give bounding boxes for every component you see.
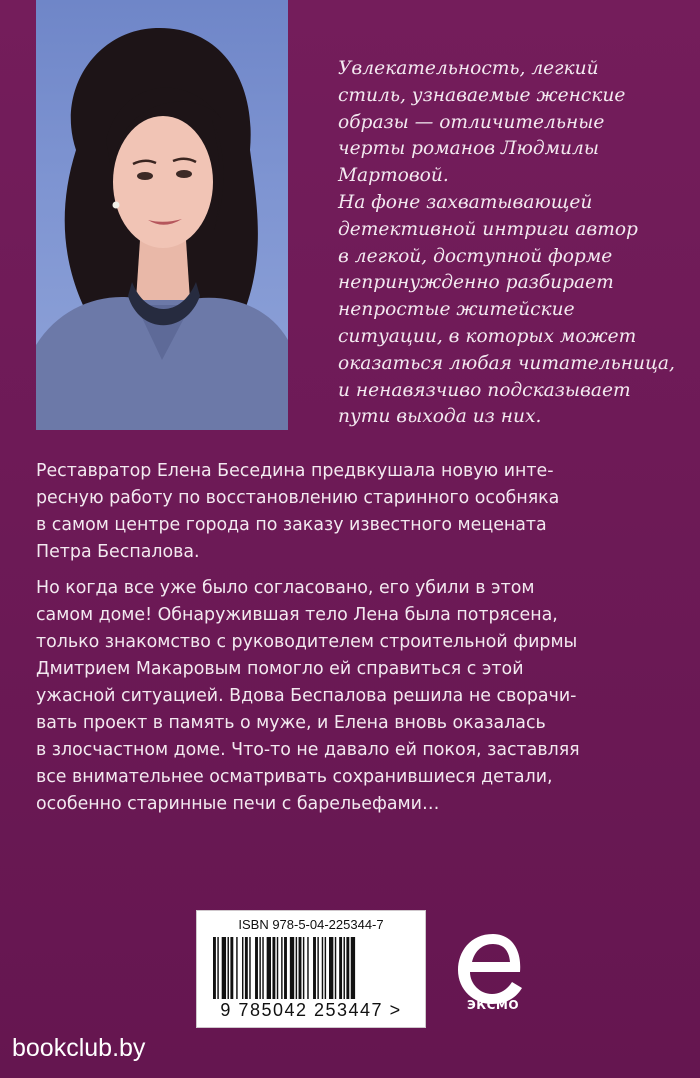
barcode-bar (335, 937, 336, 999)
barcode-bar (222, 937, 226, 999)
blurb-line: пути выхода из них. (338, 406, 542, 428)
site-watermark: bookclub.by (12, 1034, 146, 1062)
blurb-line: оказаться любая читательница, (338, 352, 675, 374)
barcode-box (196, 910, 426, 1028)
blurb-line: детективной интриги автор (338, 218, 638, 240)
barcode-bar (228, 937, 229, 999)
annotation-line: ужасной ситуацией. Вдова Беспалова решила не сворачи- (36, 686, 577, 706)
blurb-line: в легкой, доступной форме (338, 245, 613, 267)
annotation-line: Петра Беспалова. (36, 542, 200, 562)
barcode-bar (313, 937, 316, 999)
annotation-line: в самом центре города по заказу известного мецената (36, 515, 547, 535)
book-annotation (36, 458, 676, 827)
annotation-line: ресную работу по восстановлению старинного особняка (36, 488, 560, 508)
barcode-bar (322, 937, 323, 999)
barcode-bar (344, 937, 345, 999)
barcode-bar (339, 937, 342, 999)
barcode-bar (303, 937, 304, 999)
barcode-bar (290, 937, 294, 999)
barcode-bars (211, 937, 411, 999)
author-photo (36, 0, 288, 430)
barcode-bar (236, 937, 237, 999)
barcode-bar (281, 937, 282, 999)
blurb-line: непринужденно разбирает (338, 272, 614, 294)
barcode-bar (325, 937, 326, 999)
isbn-label: ISBN 978-5-04-225344-7 (238, 917, 384, 932)
blurb-line: Увлекательность, легкий (338, 58, 599, 79)
blurb-text (338, 56, 683, 431)
barcode-bar (277, 937, 278, 999)
barcode-bar (242, 937, 243, 999)
barcode-bar (267, 937, 271, 999)
annotation-paragraph-2 (36, 575, 676, 818)
blurb-line: ситуации, в которых может (338, 325, 637, 347)
barcode-bar (296, 937, 297, 999)
barcode-digits: 9 785042 253447 > (220, 1000, 402, 1020)
barcode-bar (259, 937, 260, 999)
barcode-bar (317, 937, 318, 999)
annotation-line: Но когда все уже было согласовано, его убили в этом (36, 578, 535, 598)
barcode-bar (217, 937, 218, 999)
blurb-line: черты романов Людмилы (338, 138, 599, 160)
barcode-bar (245, 937, 248, 999)
annotation-line: самом доме! Обнаружившая тело Лена была потрясена, (36, 605, 558, 625)
barcode-bar (307, 937, 308, 999)
barcode-bar (272, 937, 275, 999)
barcode-bar (213, 937, 216, 999)
blurb-line: На фоне захватывающей (338, 191, 593, 213)
annotation-line: Реставратор Елена Беседина предвкушала новую инте- (36, 461, 554, 481)
annotation-line: вать проект в память о муже, и Елена вновь оказалась (36, 713, 546, 733)
annotation-line: только знакомство с руководителем строительной фирмы (36, 632, 578, 652)
annotation-line: все внимательнее осматривать сохранившиеся детали, (36, 767, 553, 787)
blurb-line: Мартовой. (338, 165, 449, 187)
barcode-bar (249, 937, 250, 999)
publisher-name: ЭКСМО (466, 998, 520, 1012)
barcode-bar (329, 937, 333, 999)
blurb-line: непростые житейские (338, 299, 575, 321)
barcode-bar (255, 937, 258, 999)
barcode-bar (284, 937, 287, 999)
barcode-bar (230, 937, 233, 999)
annotation-line: в злосчастном доме. Что-то не давало ей покоя, заставляя (36, 740, 580, 760)
blurb-line: и ненавязчиво подсказывает (338, 379, 631, 401)
annotation-line: особенно старинные печи с барельефами… (36, 794, 440, 814)
barcode-bar (346, 937, 349, 999)
barcode-bar (299, 937, 302, 999)
barcode-bar (262, 937, 263, 999)
blurb-line: образы — отличительные (338, 111, 605, 133)
blurb-line: стиль, узнаваемые женские (338, 84, 626, 106)
barcode-bar (351, 937, 355, 999)
annotation-paragraph-1 (36, 458, 676, 566)
annotation-line: Дмитрием Макаровым помогло ей справиться с этой (36, 659, 524, 679)
